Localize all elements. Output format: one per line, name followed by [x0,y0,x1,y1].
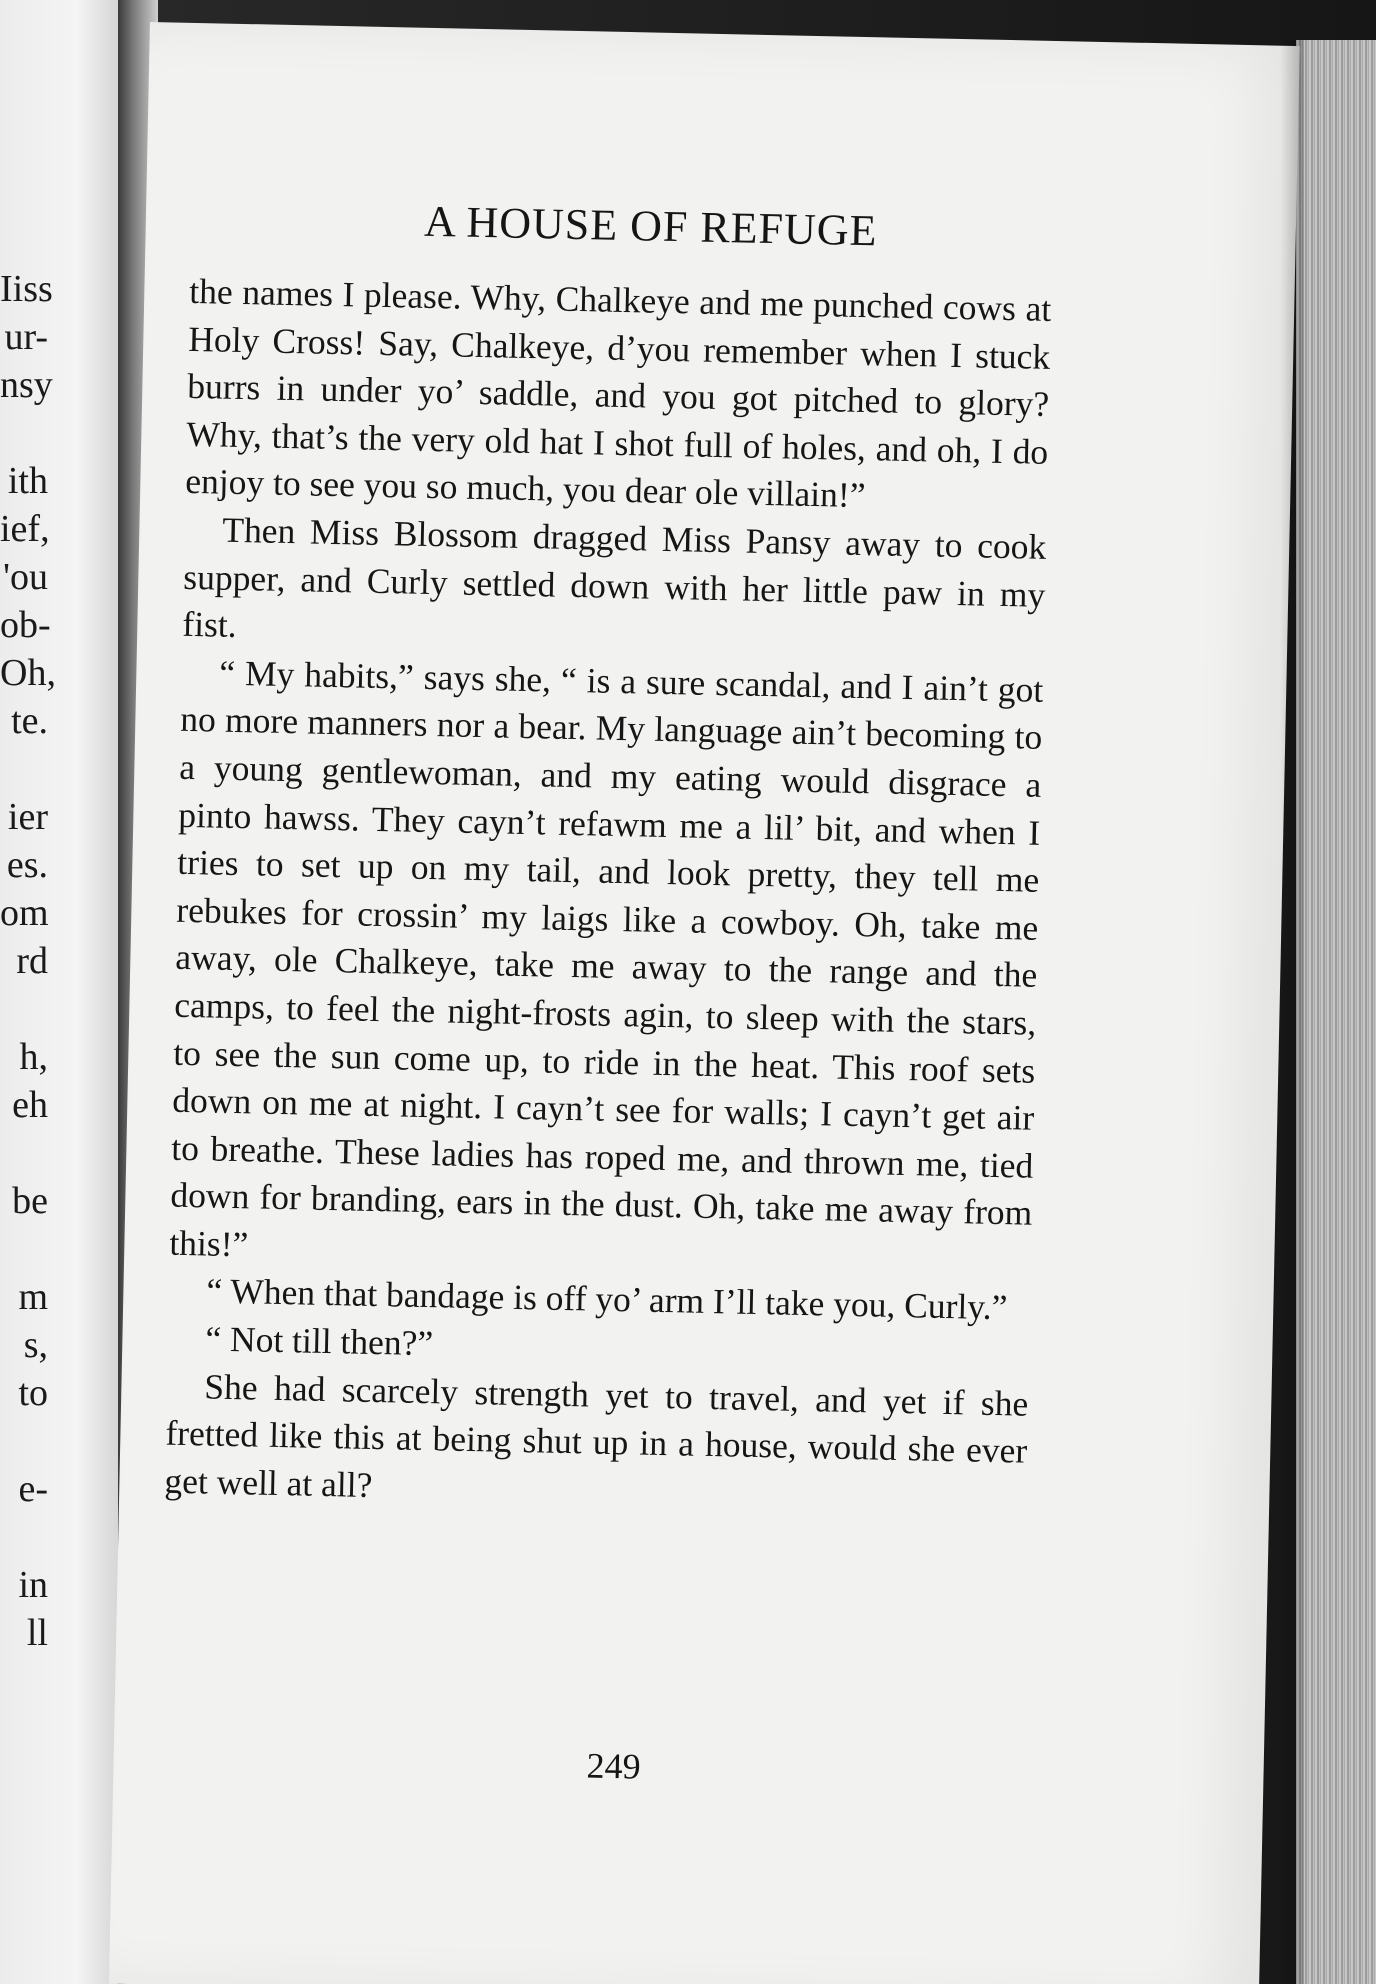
page-number: 249 [586,1745,641,1787]
left-page-fragment: 'ou [3,556,48,598]
left-page-fragment: rd [16,940,48,982]
paragraph: Then Miss Blossom dragged Miss Pansy away to cook supper, and Curly settled down with her little paw in my fist. [181,509,1047,646]
paragraph: She had scarcely strength yet to travel, and yet if she fretted like this at being shut up in a house, would she ever get well at all? [164,1366,1029,1505]
left-page-fragment: ob- [0,604,51,646]
right-page [109,22,1300,1984]
left-page-fragment: s, [23,1324,48,1366]
left-page-fragment: ith [7,460,48,502]
left-page-fragment: ier [7,796,48,838]
left-page-fragment: ur- [4,316,48,358]
left-page-fragment: ief, [0,508,50,550]
left-page-fragment: in [18,1564,48,1606]
page-edge-leaves [1296,40,1376,1984]
left-page-fragment: m [18,1276,48,1318]
paragraph: “ Not till then?” [205,1318,434,1364]
left-page-fragment: h, [19,1036,48,1078]
left-page-fragment: to [18,1372,48,1414]
left-page-fragment: Iiss [0,268,53,310]
left-page-fragment: es. [6,844,48,886]
left-page-fragment: te. [11,700,48,742]
page-edge-shadow [1280,40,1304,1984]
left-page-fragment: om [0,892,49,934]
left-page-fragment: e- [18,1468,48,1510]
paragraph: the names I please. Why, Chalkeye and me punched cows at Holy Cross! Say, Chalkeye, d’you remember when I stuck burrs in under yo’ saddle, and you got pitched to glory? Why, that’s the very old hat I shot full of holes, and oh, I do enjoy to see you so much, you dear ole villain!” [184,270,1052,516]
left-page-fragment: be [12,1180,48,1222]
left-page-fragment: ll [26,1612,48,1654]
running-head: A HOUSE OF REFUGE [423,196,878,256]
left-page-fragment: Oh, [0,652,56,694]
paragraph: “ My habits,” says she, “ is a sure scandal, and I ain’t got no more manners nor a bear. My language ain’t becoming to a young gentlewoman, and my eating would disgrace a pinto hawss. They cayn’t refawm me a lil’ bit, and when I tries to set up on my tail, and look pretty, they tell me rebukes for crossin’ my laigs like a cowboy. Oh, take me away, ole Chalkeye, take me away to the range and the camps, to feel the night-frosts agin, to sleep with the stars, to see the sun come up, to ride in the heat. This roof sets down on me at night. I cayn’t see for walls; I cayn’t get air to breathe. These ladies has roped me, and thrown me, tied down for branding, ears in the dust. Oh, take me away from this!” [169,652,1044,1265]
left-facing-page [0,0,128,1984]
left-page-fragment: eh [12,1084,48,1126]
paragraph: “ When that bandage is off yo’ arm I’ll take you, Curly.” [206,1270,1008,1328]
left-page-fragment: nsy [0,364,53,406]
body-text [164,268,1052,1523]
